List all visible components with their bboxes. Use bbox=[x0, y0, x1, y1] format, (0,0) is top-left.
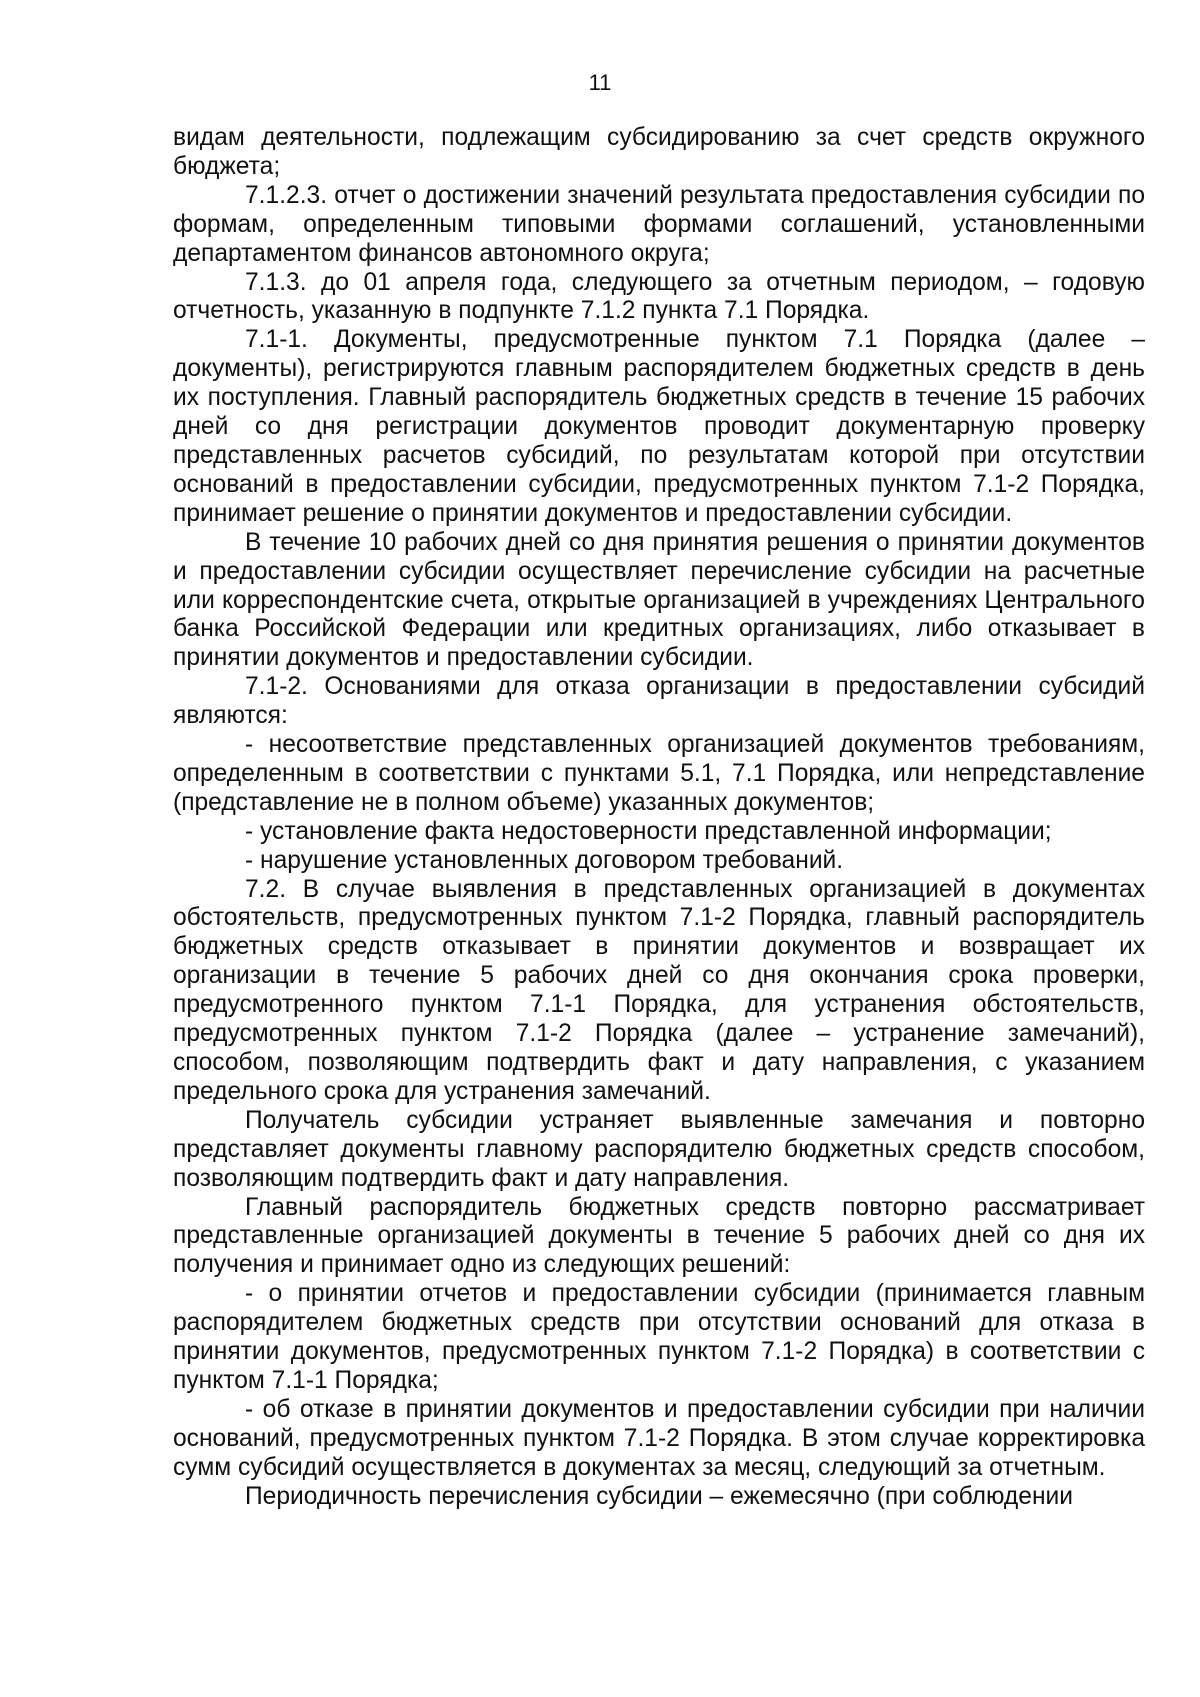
list-item: - об отказе в принятии документов и предоставлении субсидии при наличии оснований, предусмотренных пунктом 7.1-2 Порядка. В этом случае корректировка сумм субсидий осуществляется в документах за месяц, следующий за отчетным. bbox=[173, 1395, 1145, 1481]
paragraph: видам деятельности, подлежащим субсидированию за счет средств окружного бюджета; bbox=[173, 124, 1145, 180]
paragraph: 7.1-1. Документы, предусмотренные пунктом 7.1 Порядка (далее – документы), регистрируются главным распорядителем бюджетных средств в день их поступления. Главный распорядитель бюджетных средств в течение 15 рабочих дней со дня регистрации документов проводит документарную проверку представленных расчетов субсидий, по результатам которой при отсутствии оснований в предоставлении субсидии, предусмотренных пунктом 7.1-2 Порядка, принимает решение о принятии документов и предоставлении субсидии. bbox=[173, 326, 1145, 527]
paragraph: В течение 10 рабочих дней со дня принятия решения о принятии документов и предоставлении субсидии осуществляет перечисление субсидии на расчетные или корреспондентские счета, открытые организацией в учреждениях Центрального банка Российской Федерации или кредитных организациях, либо отказывает в принятии документов и предоставлении субсидии. bbox=[173, 528, 1145, 672]
paragraph: Периодичность перечисления субсидии – ежемесячно (при соблюдении bbox=[245, 1482, 1074, 1510]
list-item: - несоответствие представленных организацией документов требованиям, определенным в соответствии с пунктами 5.1, 7.1 Порядка, или непредставление (представление не в полном объеме) указанных документов; bbox=[173, 731, 1145, 816]
list-item: - установление факта недостоверности представленной информации; bbox=[245, 817, 1052, 845]
paragraph: 7.2. В случае выявления в представленных организацией в документах обстоятельств, предусмотренных пунктом 7.1-2 Порядка, главный распорядитель бюджетных средств отказывает в принятии документов и возвращает их организации в течение 5 рабочих дней со дня окончания срока проверки, предусмотренного пунктом 7.1-1 Порядка, для устранения обстоятельств, предусмотренных пунктом 7.1-2 Порядка (далее – устранение замечаний), способом, позволяющим подтвердить факт и дату направления, с указанием предельного срока для устранения замечаний. bbox=[173, 875, 1145, 1105]
paragraph: Получатель субсидии устраняет выявленные замечания и повторно представляет документы главному распорядителю бюджетных средств способом, позволяющим подтвердить факт и дату направления. bbox=[173, 1106, 1145, 1192]
list-item: - нарушение установленных договором требований. bbox=[245, 846, 844, 874]
page-number: 11 bbox=[588, 70, 612, 95]
paragraph: Главный распорядитель бюджетных средств повторно рассматривает представленные организацией документы в течение 5 рабочих дней со дня их получения и принимает одно из следующих решений: bbox=[173, 1193, 1145, 1279]
paragraph: 7.1.3. до 01 апреля года, следующего за отчетным периодом, – годовую отчетность, указанную в подпункте 7.1.2 пункта 7.1 Порядка. bbox=[173, 268, 1145, 325]
list-item: - о принятии отчетов и предоставлении субсидии (принимается главным распорядителем бюджетных средств при отсутствии оснований для отказа в принятии документов, предусмотренных пунктом 7.1-2 Порядка) в соответствии с пунктом 7.1-1 Порядка; bbox=[173, 1280, 1145, 1394]
document-body bbox=[173, 124, 1145, 1512]
paragraph: 7.1-2. Основаниями для отказа организации в предоставлении субсидий являются: bbox=[173, 673, 1145, 730]
paragraph: 7.1.2.3. отчет о достижении значений результата предоставления субсидии по формам, определенным типовыми формами соглашений, установленными департаментом финансов автономного округа; bbox=[173, 181, 1145, 267]
